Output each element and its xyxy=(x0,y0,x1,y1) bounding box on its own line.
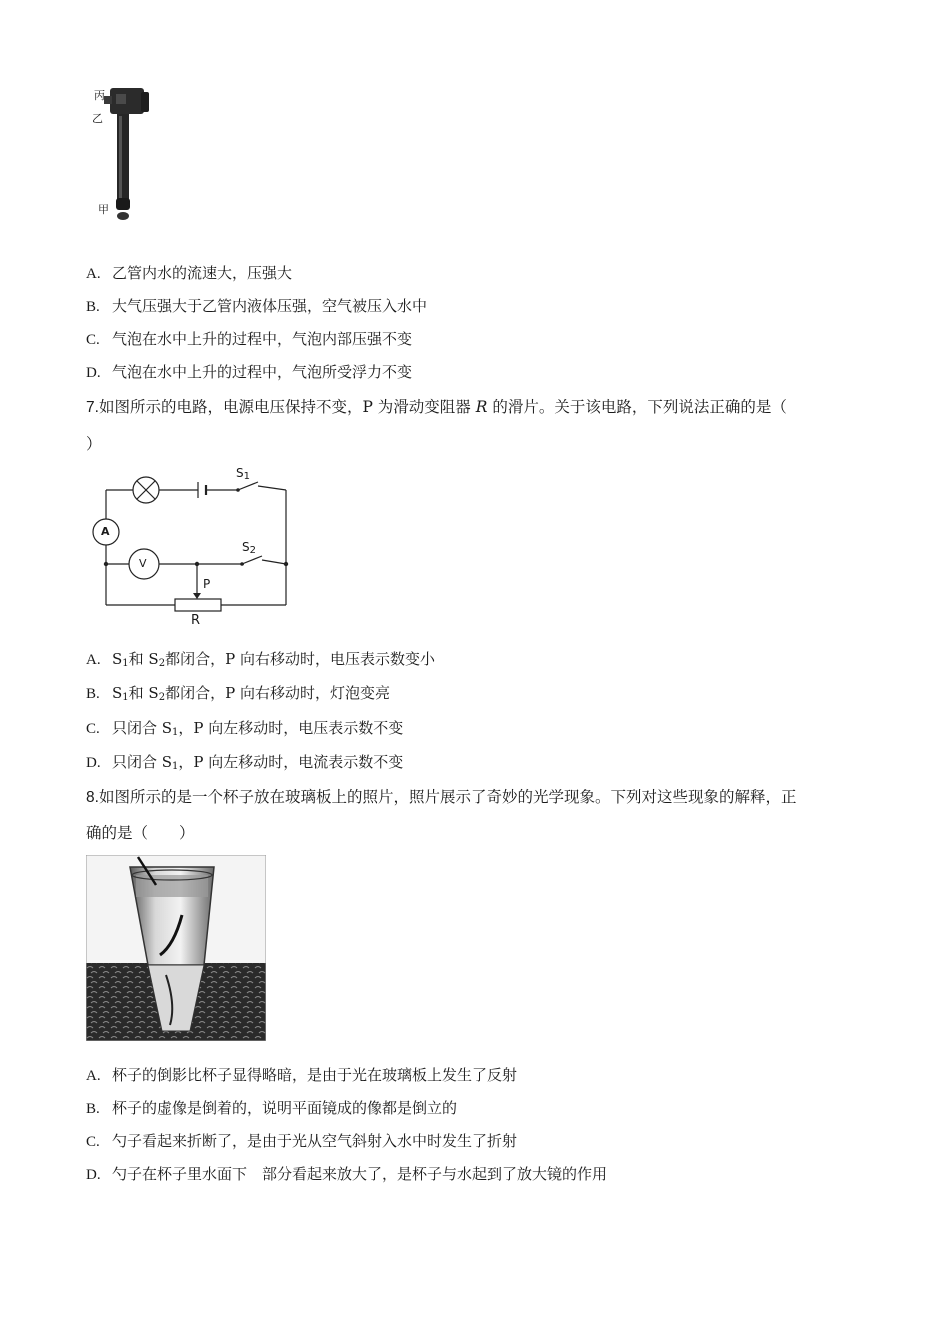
voltmeter-label: V xyxy=(139,557,147,570)
option-text-pre: S xyxy=(112,684,123,702)
pump-label-jia: 甲 xyxy=(98,203,109,216)
option-text-pre: 只闭合 S xyxy=(112,753,173,771)
option-text: 气泡在水中上升的过程中，气泡内部压强不变 xyxy=(112,330,413,348)
option-text: 气泡在水中上升的过程中，气泡所受浮力不变 xyxy=(112,363,413,381)
q6-option-b[interactable] xyxy=(86,296,427,317)
slider-label: P xyxy=(203,577,211,591)
pump-label-bing: 丙 xyxy=(94,89,105,102)
option-sub2: 2 xyxy=(158,692,166,703)
q7-option-d[interactable] xyxy=(86,752,403,773)
q7-option-b[interactable] xyxy=(86,683,390,704)
q7-option-a[interactable] xyxy=(86,649,435,670)
q7-option-c[interactable] xyxy=(86,718,403,739)
option-text-post: ，P 向左移动时，电流表示数不变 xyxy=(178,753,404,771)
switch1-subscript: 1 xyxy=(243,471,250,482)
option-text-mid: 和 S xyxy=(128,650,159,668)
switch2-letter: S xyxy=(242,540,250,554)
q8-option-b[interactable] xyxy=(86,1098,457,1119)
q7-stem xyxy=(86,396,787,419)
option-letter: A. xyxy=(86,1068,101,1084)
ammeter-label: A xyxy=(101,525,110,538)
option-letter: A. xyxy=(86,266,101,282)
option-letter: C. xyxy=(86,721,100,737)
q7-stem-line2: ） xyxy=(86,435,102,453)
q6-option-d[interactable] xyxy=(86,362,412,383)
q8-option-a[interactable] xyxy=(86,1065,517,1086)
glass-photo xyxy=(86,855,266,1041)
q7-stem-var: R xyxy=(475,398,488,416)
switch1-label xyxy=(236,466,250,480)
option-letter: B. xyxy=(86,1101,100,1117)
option-text: 杯子的虚像是倒着的，说明平面镜成的像都是倒立的 xyxy=(112,1099,458,1117)
option-text-pre: S xyxy=(112,650,123,668)
option-sub2: 2 xyxy=(158,658,166,669)
option-text: 大气压强大于乙管内液体压强，空气被压入水中 xyxy=(112,297,428,315)
switch2-subscript: 2 xyxy=(249,545,256,556)
switch1-letter: S xyxy=(236,466,244,480)
circuit-diagram xyxy=(86,462,296,632)
option-letter: A. xyxy=(86,652,101,668)
q7-stem-part2: 的滑片。关于该电路，下列说法正确的是（ xyxy=(492,398,787,416)
option-text: 勺子在杯子里水面下 部分看起来放大了，是杯子与水起到了放大镜的作用 xyxy=(112,1165,608,1183)
option-text-post: 都闭合，P 向右移动时，灯泡变亮 xyxy=(165,684,390,702)
option-text-post: 都闭合，P 向右移动时，电压表示数变小 xyxy=(165,650,435,668)
pump-figure xyxy=(86,82,166,227)
q8-option-d[interactable] xyxy=(86,1164,607,1185)
resistor-label: R xyxy=(191,613,201,628)
option-text-pre: 只闭合 S xyxy=(112,719,173,737)
circuit-svg xyxy=(86,462,296,632)
option-letter: D. xyxy=(86,755,101,771)
option-text-post: ，P 向左移动时，电压表示数不变 xyxy=(178,719,404,737)
option-text: 乙管内水的流速大，压强大 xyxy=(112,264,293,282)
option-letter: D. xyxy=(86,365,101,381)
option-sub1: 1 xyxy=(172,727,179,738)
question-number: 8. xyxy=(86,789,99,806)
glass-photo-image xyxy=(86,855,266,1041)
switch2-label xyxy=(242,540,256,554)
option-text-mid: 和 S xyxy=(128,684,159,702)
option-sub1: 1 xyxy=(122,692,129,703)
q6-option-a[interactable] xyxy=(86,263,292,284)
option-letter: B. xyxy=(86,299,100,315)
q8-option-c[interactable] xyxy=(86,1131,517,1152)
option-letter: C. xyxy=(86,1134,100,1150)
option-sub1: 1 xyxy=(172,761,179,772)
option-text: 勺子看起来折断了，是由于光从空气斜射入水中时发生了折射 xyxy=(112,1132,518,1150)
option-letter: C. xyxy=(86,332,100,348)
pump-label-yi: 乙 xyxy=(92,112,103,125)
q8-stem-line2: 确的是（ ） xyxy=(86,824,195,842)
option-letter: B. xyxy=(86,686,100,702)
question-number: 7. xyxy=(86,399,99,416)
q6-option-c[interactable] xyxy=(86,329,412,350)
q7-stem-part1: 如图所示的电路，电源电压保持不变，P 为滑动变阻器 xyxy=(98,398,471,416)
q8-stem-line1: 如图所示的是一个杯子放在玻璃板上的照片，照片展示了奇妙的光学现象。下列对这些现象的解释，正 xyxy=(98,788,797,806)
option-text: 杯子的倒影比杯子显得略暗，是由于光在玻璃板上发生了反射 xyxy=(112,1066,518,1084)
q8-stem xyxy=(86,786,796,809)
option-letter: D. xyxy=(86,1167,101,1183)
option-sub1: 1 xyxy=(122,658,129,669)
